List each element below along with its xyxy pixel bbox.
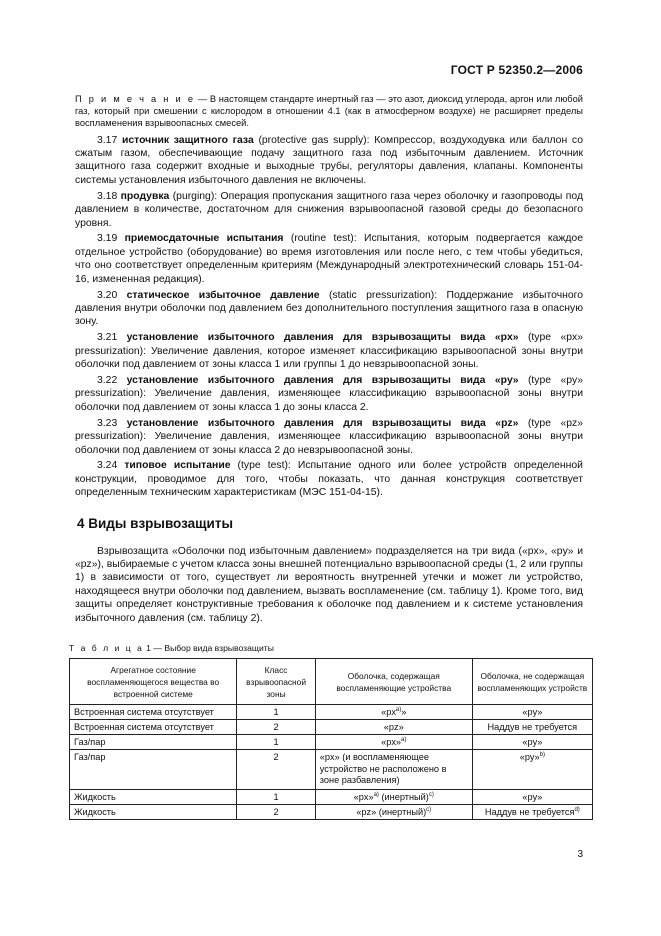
table-body [70, 705, 593, 820]
cell-without-devices [472, 789, 592, 804]
note [75, 93, 583, 130]
cell-zone: 1 [237, 735, 315, 750]
footnote-ref: a) [401, 737, 407, 744]
footnote-ref: d) [574, 806, 580, 813]
cell-zone: 2 [237, 750, 315, 790]
term-text: (type «py» pressurization): Увеличение давления, изменяющее классификацию взрывоопасной зоны внутри оболочки под давлением от зоны класса 1 до зоны класса 2. [75, 375, 583, 413]
table-caption-text: 1 — Выбор вида взрывозащиты [143, 643, 274, 654]
without-text: «py» [522, 707, 543, 718]
cell-with-devices [315, 804, 472, 819]
cell-with-devices [315, 789, 472, 804]
cell-without-devices [472, 720, 592, 735]
term-text: (protective gas supply): Компрессор, воздуходувка или баллон со сжатым газом, обеспечивающие подачу защитного газа под избыточным давлением. Источник защитного газа содержит входные и выходные трубы, регуляторы давления, клапаны. Компоненты системы установления избыточного давления не включены. [75, 134, 583, 186]
without-text: «py» [522, 737, 543, 748]
term-text: (static pressurization): Поддержание избыточного давления внутри оболочки под давлением без дополнительного поступления защитного газа в опасную зону. [75, 289, 583, 328]
term-definition [75, 289, 583, 329]
section-4-text: Взрывозащита «Оболочки под избыточным давлением» подразделяется на три вида («px», «py» и «pz»), выбираемые с учетом класса зоны внешней потенциально взрывоопасной среды (1, 2 или группы 1) в зависимости от того, существует ли вероятность внутренней утечки и может ли устройство, находящееся внутри оболочки под давлением, вызвать воспламенение (см. таблицу 1). Кроме того, вид защиты определяет конструктивные требования к оболочке под давлением и к системе установления избыточного давления (см. таблицу 2). [75, 545, 583, 624]
cell-zone: 2 [237, 804, 315, 819]
term-number: 3.22 [97, 375, 118, 387]
cell-state: Жидкость [70, 789, 237, 804]
with-text: «pz» (инертный) [356, 806, 427, 817]
cell-state: Встроенная система отсутствует [70, 720, 237, 735]
header-with-devices: Оболочка, содержащая воспламеняющие устройства [315, 659, 472, 705]
cell-zone: 2 [237, 720, 315, 735]
term-definition [75, 417, 583, 457]
term-number: 3.21 [97, 332, 118, 344]
table-row [70, 804, 593, 819]
cell-without-devices [472, 750, 592, 790]
term-text: (type «pz» pressurization): Увеличение давления, изменяющее классификацию взрывоопасной зоны внутри оболочки под давлением от зоны класса 2 до невзрывоопасной зоны. [75, 417, 583, 456]
term-number: 3.20 [97, 289, 118, 301]
term-name: типовое испытание [124, 460, 231, 472]
with-text: «px [381, 707, 396, 718]
table-row [70, 750, 593, 790]
table-row [70, 720, 593, 735]
cell-zone: 1 [237, 789, 315, 804]
without-text: «py» [522, 791, 543, 802]
term-definition [75, 134, 583, 188]
term-text: (purging): Операция пропускания защитного газа через оболочку и газопроводы под давлением в количестве, достаточном для снижения взрывоопасной газовой среды до безопасного уровня. [75, 190, 584, 229]
table-caption-label: Т а б л и ц а [69, 643, 144, 654]
note-text: — В настоящем стандарте инертный газ — это азот, диоксид углерода, аргон или любой газ, который при смешении с кислородом в отношении 4.1 (как в атмосферном воздухе) не расширяет пределы воспламенения взрывоопасных смесей. [75, 94, 583, 129]
cell-with-devices [315, 735, 472, 750]
with-text: «px» [381, 737, 402, 748]
with-text: «px» (и воспламеняющее устройство не расположено в зоне разбавления) [319, 752, 447, 786]
footnote-ref: a) [395, 707, 402, 714]
header-zone: Класс взрывоопасной зоны [237, 659, 315, 705]
page-content [69, 93, 588, 820]
term-number: 3.17 [97, 134, 118, 146]
note-label: П р и м е ч а н и е [75, 94, 196, 104]
term-number: 3.19 [97, 233, 118, 245]
term-name: приемосдаточные испытания [124, 233, 284, 245]
term-definition [75, 374, 583, 414]
with-tail: » [401, 707, 407, 718]
term-number: 3.24 [97, 460, 118, 472]
cell-state: Встроенная система отсутствует [70, 705, 237, 720]
table-caption [69, 643, 583, 653]
section-4-title: 4 Виды взрывозащиты [77, 515, 234, 531]
with-text: «pz» [383, 722, 404, 733]
table-row [70, 789, 593, 804]
cell-state: Газ/пар [70, 750, 237, 790]
term-definition [75, 232, 583, 286]
term-name: источник защитного газа [121, 134, 254, 146]
cell-without-devices [472, 804, 592, 819]
with-tail: (инертный) [378, 791, 429, 802]
term-number: 3.23 [97, 417, 118, 429]
term-text: (type «px» pressurization): Увеличение давления, которое изменяет классификацию взрывоопасной зоны внутри оболочки под давлением от зоны класса 1 или группы 1 до невзрывоопасной зоны. [75, 332, 583, 371]
term-name: установление избыточного давления для взрывозащиты вида «pz» [126, 417, 519, 429]
term-name: статическое избыточное давление [126, 289, 320, 301]
cell-with-devices [315, 750, 472, 790]
cell-state: Жидкость [70, 804, 237, 819]
term-text: (routine test): Испытания, которым подвергается каждое отдельное устройство (оборудование) во время изготовления или после него, с тем чтобы убедиться, что оно соответствует определенным критериям (Международный электротехнический словарь 151-04-16, измененная редакция). [75, 233, 583, 285]
without-text: Наддув не требуется [487, 722, 578, 733]
standard-code: ГОСТ Р 52350.2—2006 [450, 63, 583, 77]
term-text: (type test): Испытание одного или более устройств определенной конструкции, проводимое для того, чтобы показать, что данная конструкция соответствует определенным техническим характеристикам (МЭС 151-04-15). [75, 460, 583, 499]
with-text: «px» [353, 791, 374, 802]
footnote-ref: c) [426, 806, 432, 813]
table-row [70, 735, 593, 750]
header-without-devices: Оболочка, не содержащая воспламеняющих устройств [472, 659, 592, 705]
cell-state: Газ/пар [70, 735, 237, 750]
header-state: Агрегатное состояние воспламеняющегося вещества во встроенной системе [70, 659, 237, 705]
term-name: продувка [120, 190, 170, 202]
footnote-ref: c) [428, 791, 434, 798]
terms-list [75, 134, 583, 500]
cell-without-devices [472, 705, 592, 720]
cell-with-devices [315, 705, 472, 720]
term-number: 3.18 [97, 190, 118, 202]
table-header-row [70, 659, 593, 705]
table-row [70, 705, 593, 720]
page-number: 3 [577, 849, 583, 860]
cell-without-devices [472, 735, 592, 750]
cell-zone: 1 [237, 705, 315, 720]
term-definition [75, 459, 583, 499]
without-text: Наддув не требуется [484, 806, 575, 817]
term-definition [75, 331, 583, 371]
protection-type-table [69, 658, 593, 820]
without-text: «py» [519, 752, 540, 763]
footnote-ref: b) [539, 752, 545, 759]
term-definition [75, 190, 583, 230]
cell-with-devices [315, 720, 472, 735]
term-name: установление избыточного давления для взрывозащиты вида «px» [126, 332, 519, 344]
term-name: установление избыточного давления для взрывозащиты вида «py» [126, 375, 519, 387]
footnote-ref: a) [373, 791, 379, 798]
